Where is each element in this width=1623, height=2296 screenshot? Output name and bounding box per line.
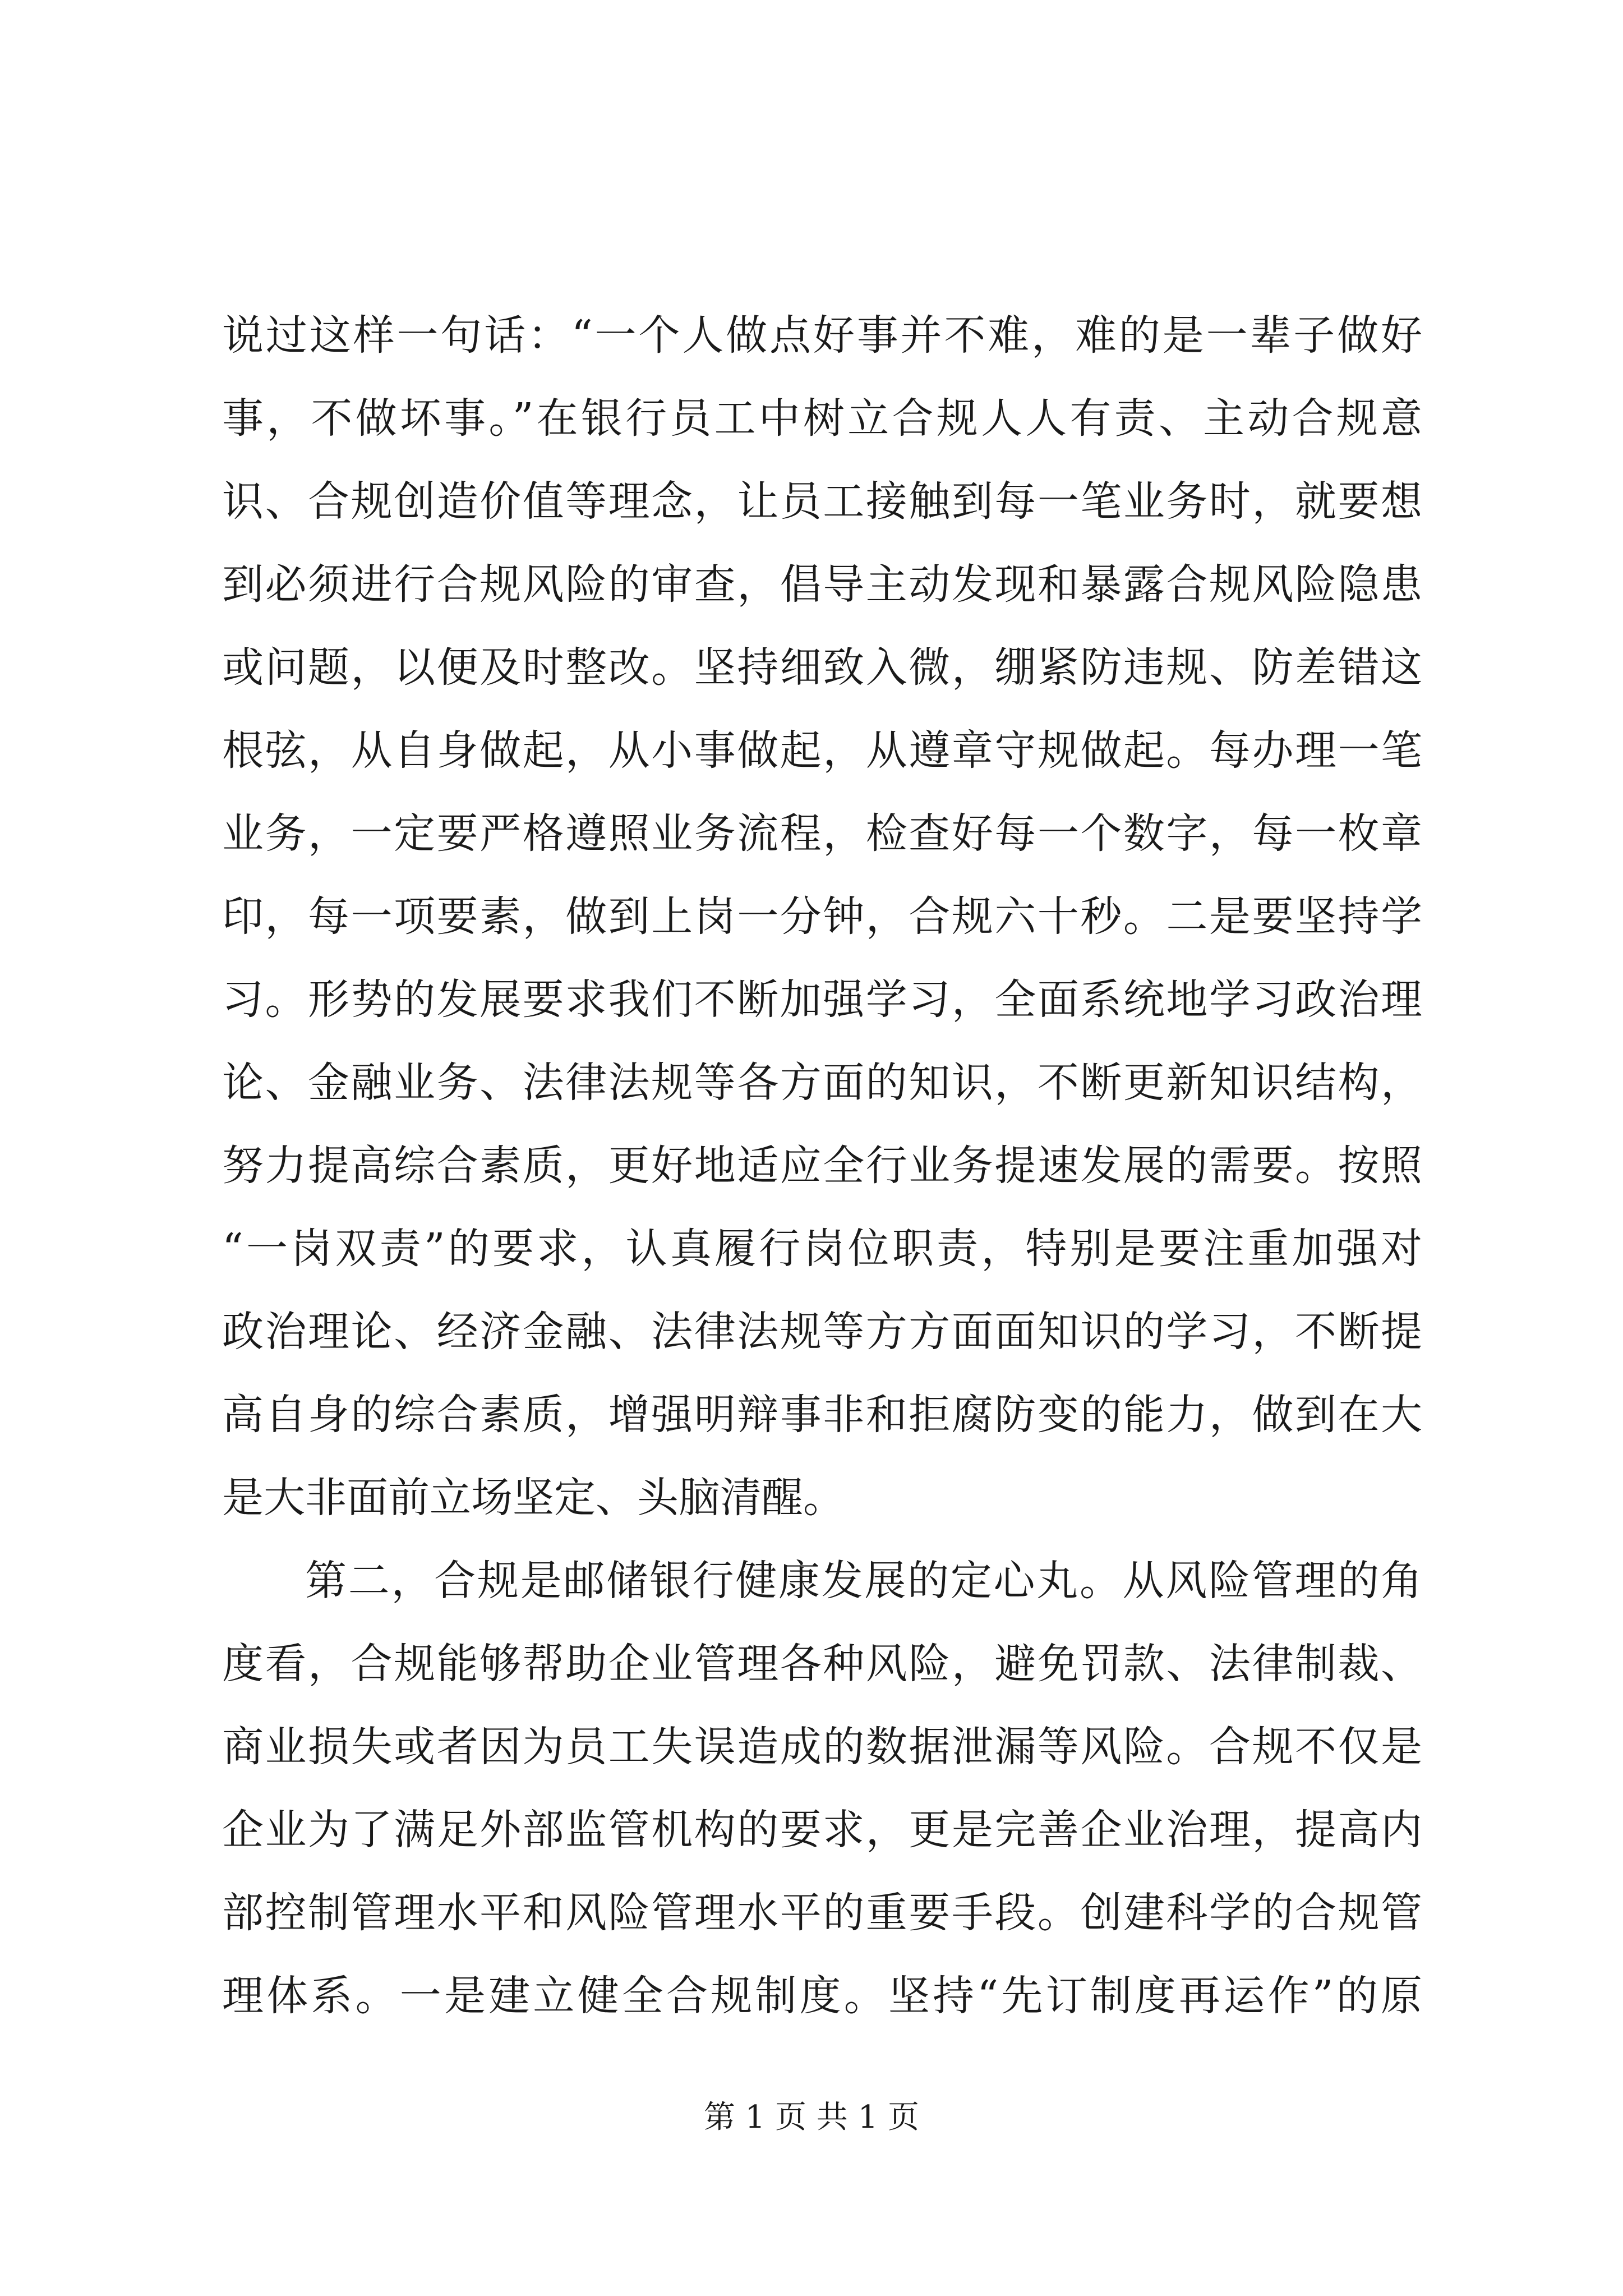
document-body	[222, 294, 1422, 2037]
paragraph-2	[222, 1539, 1422, 2037]
text-line: 度看，合规能够帮助企业管理各种风险，避免罚款、法律制裁、	[222, 1640, 1422, 1688]
paragraph-1	[222, 294, 1422, 1539]
text-line: “一岗双责”的要求，认真履行岗位职责，特别是要注重加强对	[222, 1225, 1422, 1273]
text-line: 说过这样一句话：“一个人做点好事并不难，难的是一辈子做好	[222, 311, 1422, 360]
text-line: 努力提高综合素质，更好地适应全行业务提速发展的需要。按照	[222, 1142, 1422, 1190]
text-line: 企业为了满足外部监管机构的要求，更是完善企业治理，提高内	[222, 1806, 1422, 1854]
text-line: 习。形势的发展要求我们不断加强学习，全面系统地学习政治理	[222, 976, 1422, 1024]
text-line: 是大非面前立场坚定、头脑清醒。	[222, 1474, 845, 1522]
text-line: 政治理论、经济金融、法律法规等方方面面知识的学习，不断提	[222, 1308, 1422, 1356]
text-line: 识、合规创造价值等理念，让员工接触到每一笔业务时，就要想	[222, 477, 1422, 526]
text-line: 部控制管理水平和风险管理水平的重要手段。创建科学的合规管	[222, 1889, 1422, 1937]
text-line: 业务，一定要严格遵照业务流程，检查好每一个数字，每一枚章	[222, 809, 1422, 858]
text-line: 论、金融业务、法律法规等各方面的知识，不断更新知识结构，	[222, 1059, 1422, 1107]
text-line: 高自身的综合素质，增强明辩事非和拒腐防变的能力，做到在大	[222, 1391, 1422, 1439]
text-line: 理体系。一是建立健全合规制度。坚持“先订制度再运作”的原	[222, 1972, 1422, 2020]
text-line: 第二，合规是邮储银行健康发展的定心丸。从风险管理的角	[305, 1557, 1422, 1605]
text-line: 或问题，以便及时整改。坚持细致入微，绷紧防违规、防差错这	[222, 643, 1422, 692]
text-line: 到必须进行合规风险的审查，倡导主动发现和暴露合规风险隐患	[222, 560, 1422, 609]
page-footer: 第 1 页 共 1 页	[703, 2099, 920, 2136]
text-line: 印，每一项要素，做到上岗一分钟，合规六十秒。二是要坚持学	[222, 892, 1422, 941]
text-line: 商业损失或者因为员工失误造成的数据泄漏等风险。合规不仅是	[222, 1723, 1422, 1771]
text-line: 事，不做坏事。”在银行员工中树立合规人人有责、主动合规意	[222, 394, 1422, 443]
text-line: 根弦，从自身做起，从小事做起，从遵章守规做起。每办理一笔	[222, 726, 1422, 775]
